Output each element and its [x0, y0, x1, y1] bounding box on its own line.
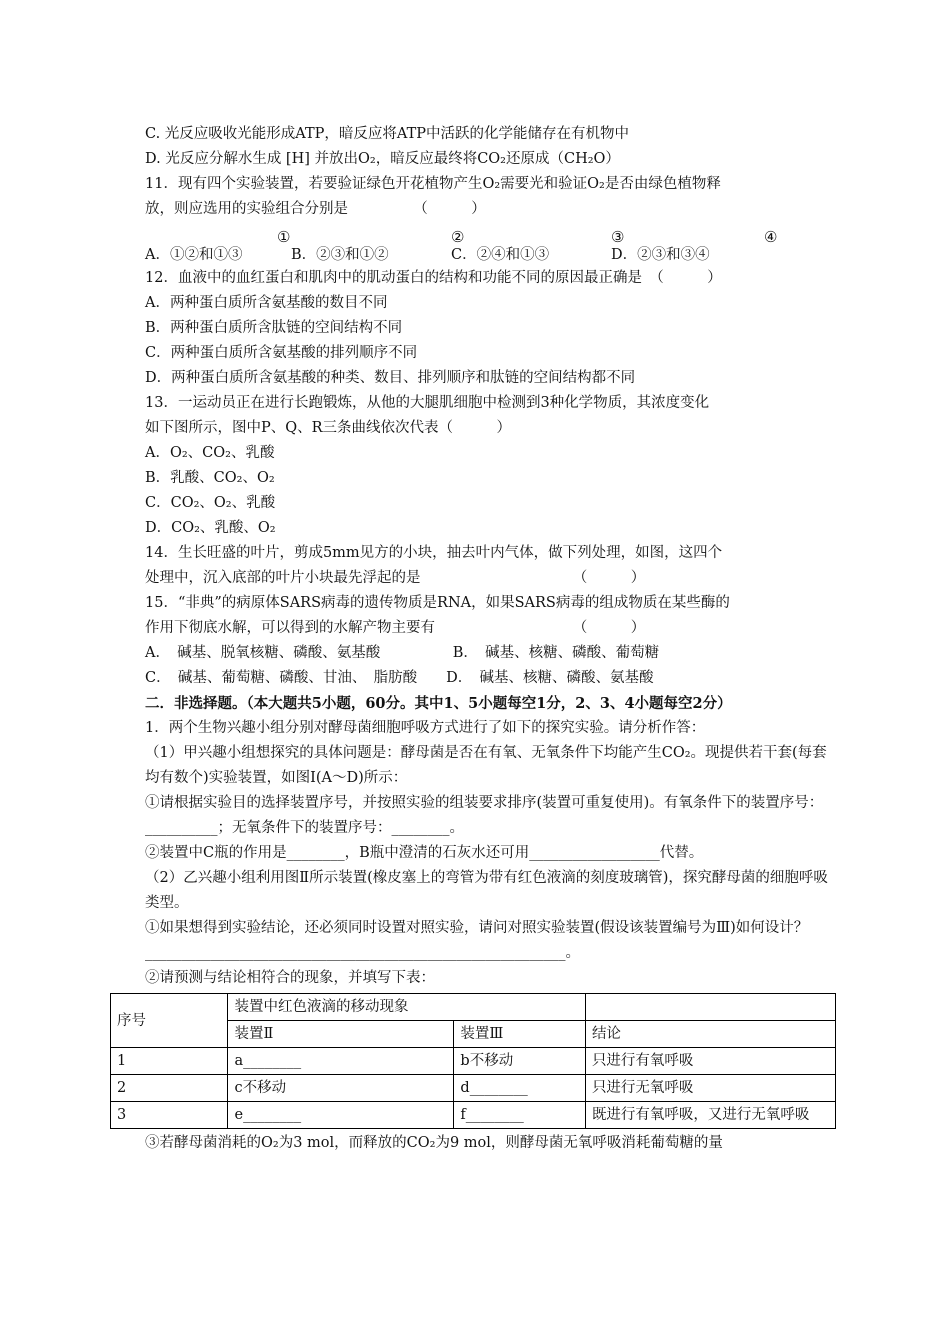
table-cell: e________ — [228, 1102, 454, 1129]
table-header-blank — [585, 994, 835, 1021]
q11-option-c: C．②④和①③ — [451, 247, 550, 263]
table-cell: f________ — [454, 1102, 586, 1129]
q11-option-a: A．①②和①③ — [145, 247, 243, 263]
table-header-device2: 装置Ⅱ — [228, 1021, 454, 1048]
q13-option-c: C．CO₂、O₂、乳酸 — [145, 495, 276, 511]
q15-options-cd: C． 碱基、葡萄糖、磷酸、甘油、 脂肪酸 D． 碱基、核糖、磷酸、氨基酸 — [145, 670, 654, 686]
q13-stem-2: 如下图所示，图中P、Q、R三条曲线依次代表（ ） — [145, 420, 512, 436]
table-cell: a________ — [228, 1048, 454, 1075]
table-cell: d________ — [454, 1075, 586, 1102]
table-cell: 只进行无氧呼吸 — [585, 1075, 835, 1102]
q13-option-b: B．乳酸、CO₂、O₂ — [145, 470, 275, 486]
p1-part2-q3: ③若酵母菌消耗的O₂为3 mol，而释放的CO₂为9 mol，则酵母菌无氧呼吸消耗葡萄糖的量 — [145, 1135, 723, 1151]
q12-option-c: C．两种蛋白质所含氨基酸的排列顺序不同 — [145, 345, 418, 361]
p1-part1: （1）甲兴趣小组想探究的具体问题是：酵母菌是否在有氧、无氧条件下均能产生CO₂。现提供若干套(每套均有数个)实验装置，如图Ⅰ(A～D)所示： — [145, 745, 827, 786]
q12-option-b: B．两种蛋白质所含肽链的空间结构不同 — [145, 320, 403, 336]
q14-stem-2: 处理中，沉入底部的叶片小块最先浮起的是 （ ） — [145, 570, 646, 586]
q11-options — [145, 244, 835, 266]
p1-intro: 1．两个生物兴趣小组分别对酵母菌细胞呼吸方式进行了如下的探究实验。请分析作答： — [145, 720, 706, 736]
q13-option-d: D．CO₂、乳酸、O₂ — [145, 520, 276, 536]
table-header-movement: 装置中红色液滴的移动现象 — [228, 994, 585, 1021]
results-table — [110, 993, 836, 1129]
q13-option-a: A．O₂、CO₂、乳酸 — [145, 445, 275, 461]
table-cell: c不移动 — [228, 1075, 454, 1102]
table-header-conclusion: 结论 — [585, 1021, 835, 1048]
q10-option-d: D. 光反应分解水生成 [H] 并放出O₂，暗反应最终将CO₂还原成（CH₂O） — [145, 151, 620, 167]
q14-stem-1: 14．生长旺盛的叶片，剪成5mm见方的小块，抽去叶内气体，做下列处理，如图，这四个 — [145, 545, 723, 561]
q13-stem-1: 13．一运动员正在进行长跑锻炼，从他的大腿肌细胞中检测到3种化学物质，其浓度变化 — [145, 395, 710, 411]
section-2-heading: 二．非选择题。（本大题共5小题，60分。其中1、5小题每空1分，2、3、4小题每空2分） — [145, 695, 732, 712]
device-number-3: ③ — [611, 228, 625, 246]
document-page — [117, 122, 835, 1156]
table-header-device3: 装置Ⅲ — [454, 1021, 586, 1048]
q11-stem-2: 放，则应选用的实验组合分别是 （ ） — [145, 201, 486, 217]
table-cell: 2 — [111, 1075, 228, 1102]
q15-stem-1: 15．“非典”的病原体SARS病毒的遗传物质是RNA，如果SARS病毒的组成物质在某些酶的 — [145, 595, 730, 611]
q12-stem: 12．血液中的血红蛋白和肌肉中的肌动蛋白的结构和功能不同的原因最正确是 （ ） — [145, 270, 722, 286]
table-header-seq: 序号 — [111, 994, 228, 1048]
p1-part2-q1: ①如果想得到实验结论，还必须同时设置对照实验，请问对照实验装置(假设该装置编号为Ⅲ)如何设计？__________________________________________________________。 — [145, 920, 809, 961]
table-cell: 既进行有氧呼吸，又进行无氧呼吸 — [585, 1102, 835, 1129]
table-cell: 只进行有氧呼吸 — [585, 1048, 835, 1075]
q10-option-c: C. 光反应吸收光能形成ATP，暗反应将ATP中活跃的化学能储存在有机物中 — [145, 126, 630, 142]
q12-option-a: A．两种蛋白质所含氨基酸的数目不同 — [145, 295, 388, 311]
p1-part1-q1: ①请根据实验目的选择装置序号，并按照实验的组装要求排序(装置可重复使用)。有氧条件下的装置序号：__________；无氧条件下的装置序号：________。 — [145, 795, 824, 836]
device-number-2: ② — [451, 228, 465, 246]
q15-stem-2: 作用下彻底水解，可以得到的水解产物主要有 （ ） — [145, 620, 646, 636]
table-row — [111, 1102, 836, 1129]
table-cell: 1 — [111, 1048, 228, 1075]
table-cell: b不移动 — [454, 1048, 586, 1075]
q11-option-b: B．②③和①② — [291, 247, 389, 263]
p1-part2: （2）乙兴趣小组利用图Ⅱ所示装置(橡皮塞上的弯管为带有红色液滴的刻度玻璃管)，探究酵母菌的细胞呼吸类型。 — [145, 870, 828, 911]
q12-option-d: D．两种蛋白质所含氨基酸的种类、数目、排列顺序和肽链的空间结构都不同 — [145, 370, 636, 386]
q15-options-ab: A． 碱基、脱氧核糖、磷酸、氨基酸 B． 碱基、核糖、磷酸、葡萄糖 — [145, 645, 660, 661]
p1-part2-q2: ②请预测与结论相符合的现象，并填写下表： — [145, 970, 435, 986]
q11-stem-1: 11．现有四个实验装置，若要验证绿色开花植物产生O₂需要光和验证O₂是否由绿色植物释 — [145, 176, 721, 192]
q11-device-numbers — [145, 222, 835, 244]
table-row — [111, 1048, 836, 1075]
q11-option-d: D．②③和③④ — [611, 247, 710, 263]
device-number-1: ① — [277, 228, 291, 246]
p1-part1-q2: ②装置中C瓶的作用是________，B瓶中澄清的石灰水还可用__________________代替。 — [145, 845, 704, 861]
table-row — [111, 1075, 836, 1102]
device-number-4: ④ — [764, 228, 778, 246]
table-cell: 3 — [111, 1102, 228, 1129]
